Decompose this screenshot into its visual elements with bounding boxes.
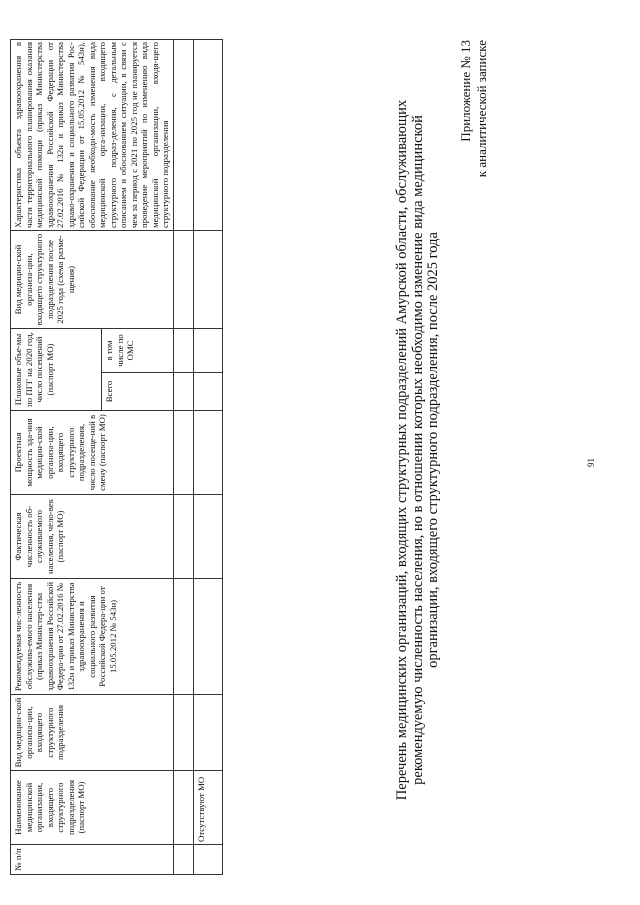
- header-recommended: Рекомендуемая чис-ленность обслужива-емого населения (приказ Министер-ства здравоохранения Российской Федера-ции от 27.02.2016 № 132н и приказ Министерства здравоохранения и социального развития Российской Федера-ции от 15.05.2012 № 543н): [11, 579, 174, 695]
- title-line-1: Перечень медицинских организаций, входящих структурных подразделений Амурской области, обслуживающих: [394, 99, 410, 801]
- absent-cell: Отсутствуют МО: [193, 771, 222, 845]
- header-num: № п/п: [11, 845, 174, 875]
- table-cell: [193, 495, 222, 579]
- table-cell: [193, 231, 222, 329]
- table-cell: [173, 329, 193, 373]
- title-line-3: организации, входящего структурного подразделения, после 2025 года: [425, 232, 441, 668]
- document-title: [395, 45, 442, 855]
- header-new-type: Вид медицин-ской организа-ции, входящего структурного подразделения после 2025 года (схема разме-щения): [11, 231, 174, 329]
- header-capacity: Проектная мощность зда-ния медицин-ской организа-ции, входящего структурного подразделения, число посеще-ний в смену (паспорт МО): [11, 411, 174, 495]
- rotated-content: [13, 40, 620, 885]
- table-cell: [193, 329, 222, 373]
- header-actual: Фактическая численность об-служиваемого населения, чело-век (паспорт МО): [11, 495, 174, 579]
- table-cell: [173, 495, 193, 579]
- table-cell: [173, 231, 193, 329]
- table-cell: [193, 40, 222, 231]
- header-type: Вид медицин-ской организа-ции, входящего структурного подразделения: [11, 695, 174, 771]
- table-row: [173, 40, 193, 875]
- table-cell: [173, 579, 193, 695]
- header-row: [11, 40, 102, 875]
- header-name: Наименование медицинской организации, входящего структурного подразделения (паспорт МО): [11, 771, 174, 845]
- table-cell: [173, 40, 193, 231]
- table-cell: [193, 411, 222, 495]
- organizations-table: [10, 39, 223, 875]
- header-planned: Плановые объе-мы по ПГГ на 2020 год, число посещений (паспорт МО): [11, 329, 102, 411]
- appendix-line-1: Приложение № 13: [458, 40, 473, 142]
- table-cell: [173, 373, 193, 411]
- appendix-label: [458, 40, 490, 177]
- table-cell: [193, 845, 222, 875]
- header-planned-total: Всего: [102, 373, 173, 411]
- appendix-line-2: к аналитической записке: [474, 40, 489, 178]
- table-cell: [193, 695, 222, 771]
- table-cell: [173, 695, 193, 771]
- page-number: 91: [586, 458, 596, 467]
- table-cell: [193, 579, 222, 695]
- header-planned-oms: в том числе по ОМС: [102, 329, 173, 373]
- table-cell: [173, 411, 193, 495]
- table-cell: [193, 373, 222, 411]
- title-line-2: рекомендуемую численность населения, но в отношении которых необходимо изменение вида медицинской: [409, 115, 426, 785]
- table-cell: [173, 771, 193, 845]
- table-cell: [173, 845, 193, 875]
- table-row: [193, 40, 222, 875]
- header-characteristic: Характеристика объекта здравоохранения в части территориального планирования оказания медицинской помощи (приказ Министерства здравоохранения Российской Федерации от 27.02.2016 № 132н и приказ Министерства здраво-охранения и социального развития Рос-сийской Федерации от 15.05.2012 № 543н), обоснование необходи-мость изменения вида медицинской орга-низации, входящего структурного подраз-деления, с детальным описанием и обоснованием ситуации, в связи с чем за период с 2021 по 2025 год не планируется проведение мероприятий по изменению вида медицинской организации, входя-щего структурного подразделения: [11, 40, 174, 231]
